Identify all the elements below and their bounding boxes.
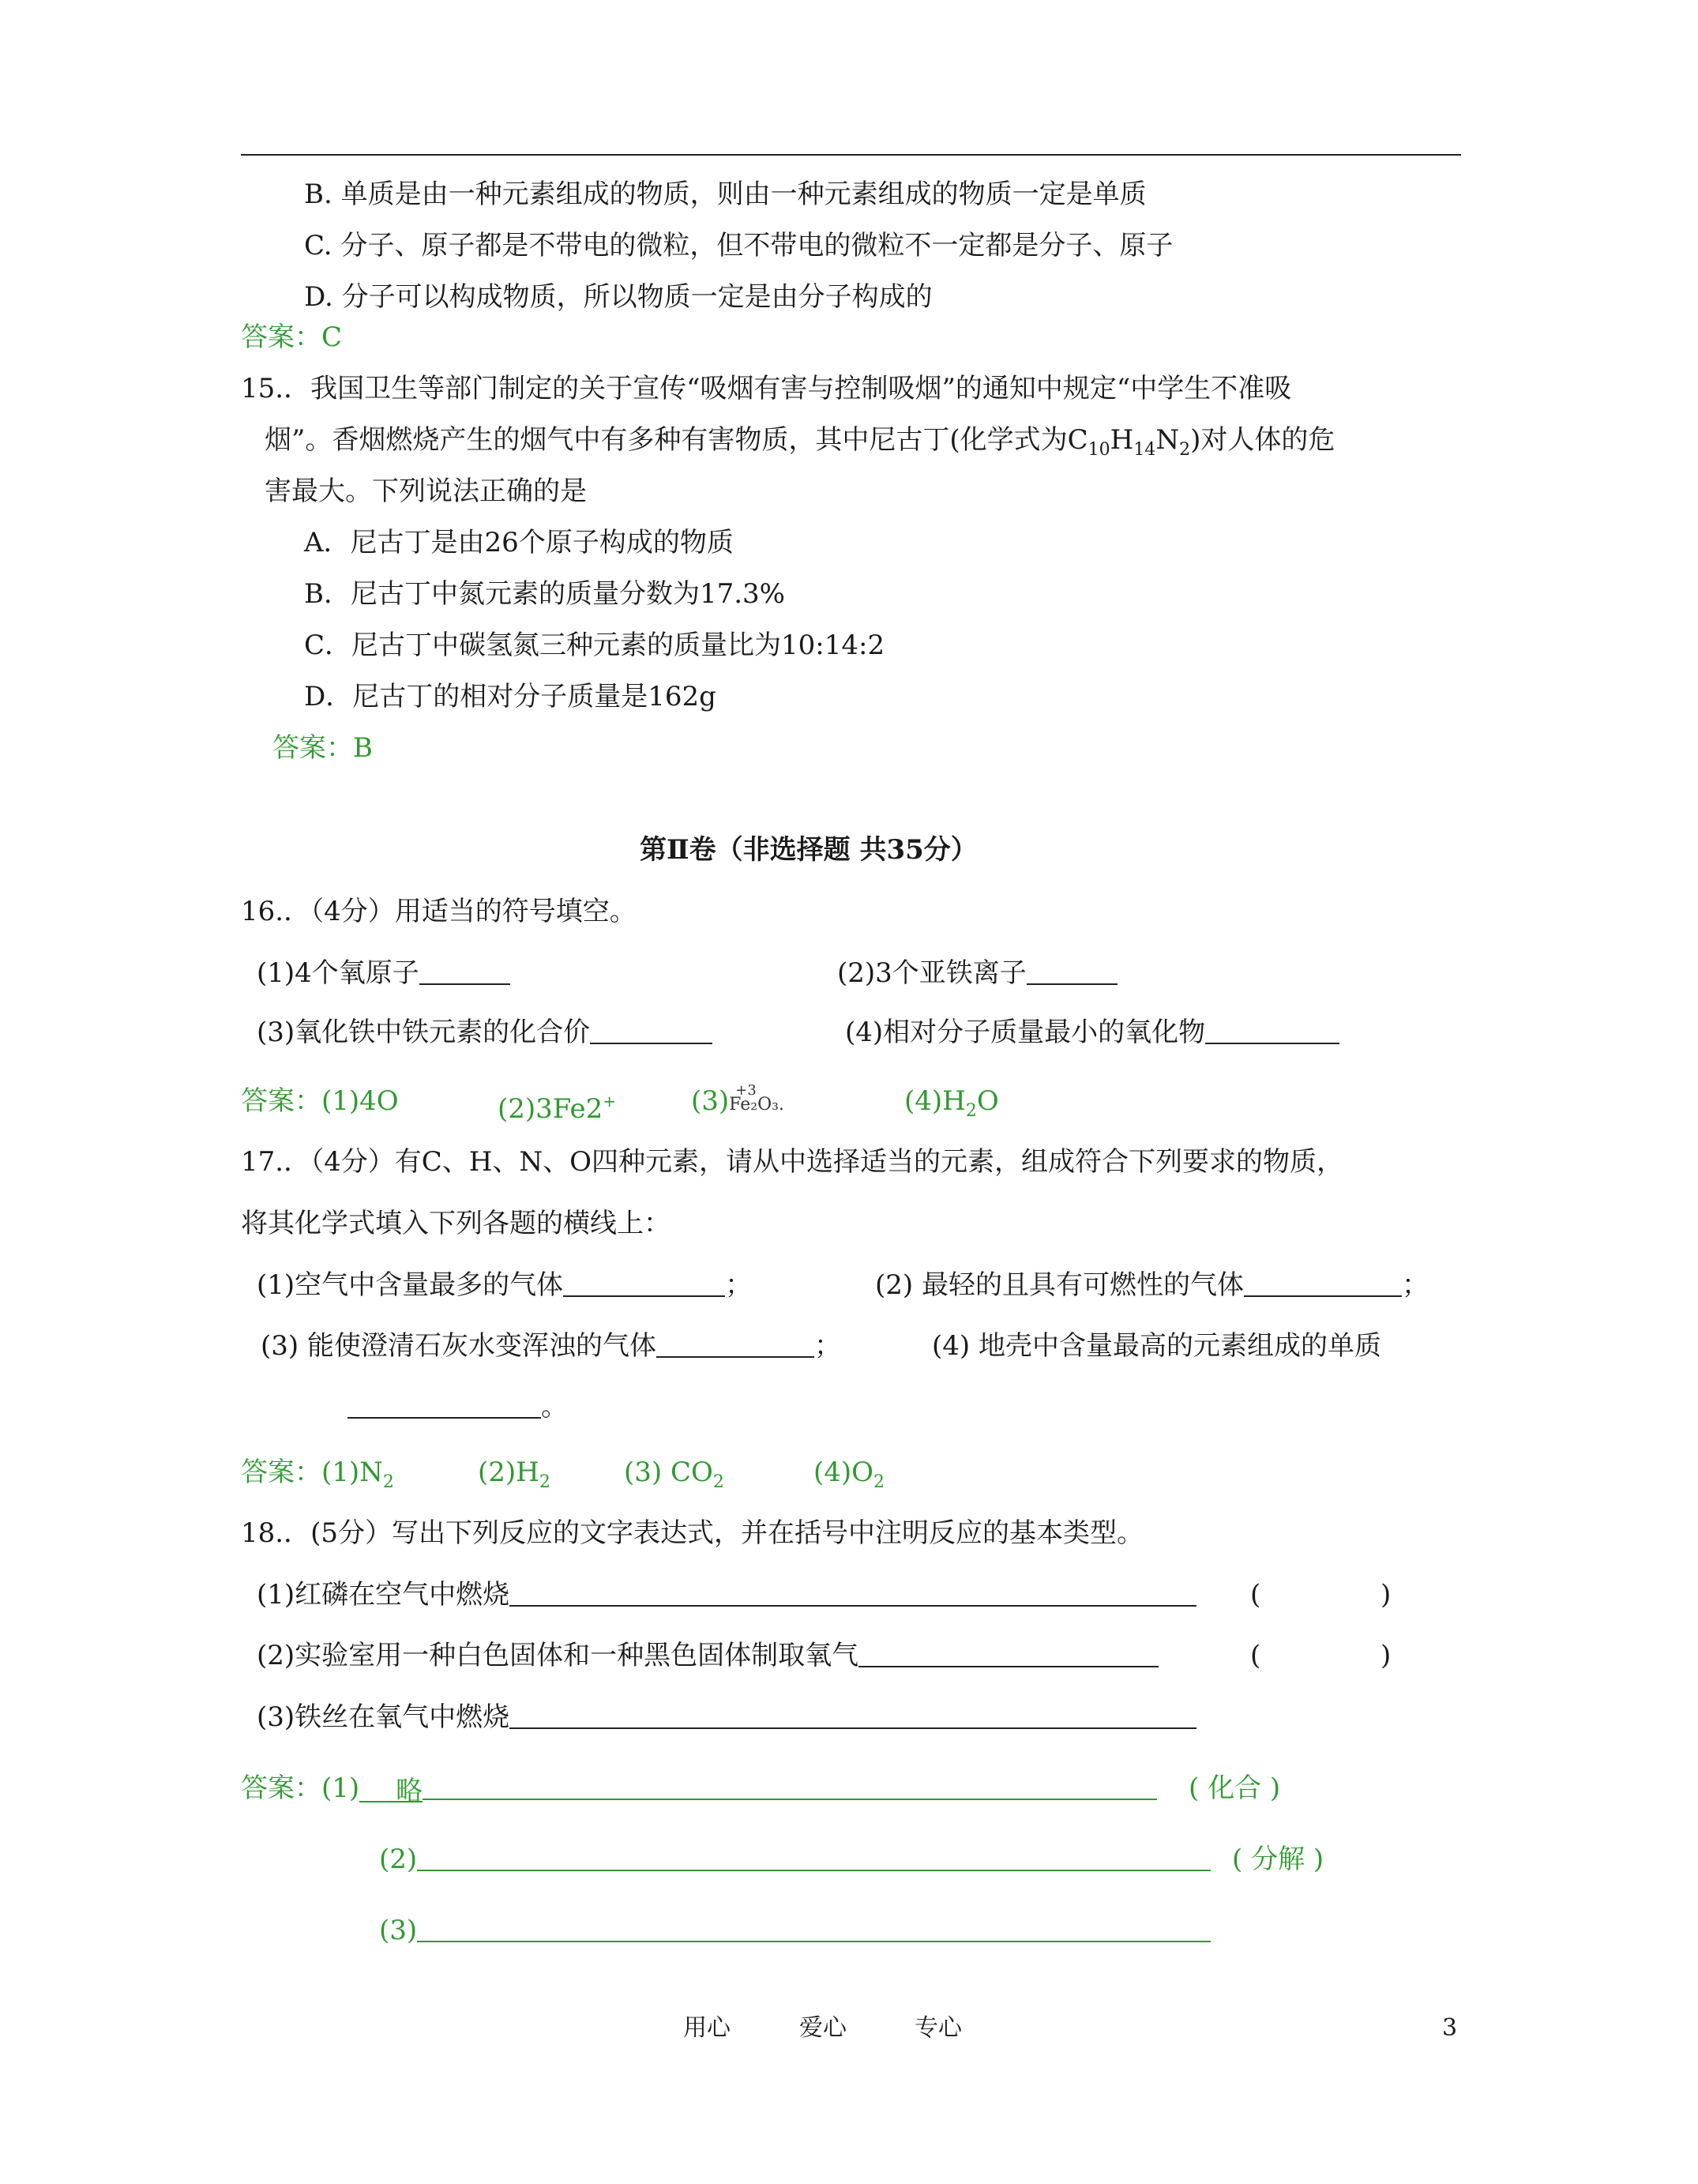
q17-blank1 [563,1267,725,1297]
q14-option-c: C. 分子、原子都是不带电的微粒，但不带电的微粒不一定都是分子、原子 [304,230,1174,261]
footer-right: 专心 [915,2014,962,2042]
q18-answer-1-type: ( 化合 ) [1189,1772,1281,1804]
q18-blank3 [509,1699,1196,1729]
q17-part1: (1)空气中含量最多的气体 ； [257,1266,752,1304]
q17-part3: (3) 能使澄清石灰水变浑浊的气体 ； [261,1327,841,1365]
q16-answer-2: (2)3Fe2+ [498,1092,617,1125]
q18-part1: (1)红磷在空气中燃烧 [257,1576,1196,1614]
q18-answer-2-type: ( 分解 ) [1232,1844,1324,1875]
q17-stem-line1: 17.．（4分）有C、H、N、O四种元素，请从中选择适当的元素，组成符合下列要求的物质， [241,1146,1343,1178]
q18-part2-paren-close: ) [1381,1640,1392,1671]
q18-answer-2-blank [417,1841,1211,1871]
q18-answer-1-blank: 略 [359,1772,423,1802]
footer-middle: 爱心 [799,2014,847,2042]
q16-part4: (4)相对分子质量最小的氧化物 [845,1013,1339,1051]
q14-option-b: B. 单质是由一种元素组成的物质，则由一种元素组成的物质一定是单质 [304,179,1147,210]
q16-stem: 16.．（4分）用适当的符号填空。 [241,896,637,927]
q18-answer-3-blank [417,1912,1211,1942]
q15-option-a: A．尼古丁是由26个原子构成的物质 [304,527,734,558]
header-rule [241,154,1461,156]
q17-answer-2: $(2)H_2$ [478,1457,550,1492]
q17-blank4 [347,1389,541,1419]
q16-blank3 [590,1014,712,1044]
q18-part1-paren-open: ( [1250,1579,1261,1611]
q15-stem-line1: 15.．我国卫生等部门制定的关于宣传“吸烟有害与控制吸烟”的通知中规定“中学生不准吸 [241,373,1292,404]
q16-blank2 [1027,955,1118,985]
page-number: 3 [1442,2014,1458,2042]
q18-blank1 [509,1577,1196,1607]
q15-option-b: B．尼古丁中氮元素的质量分数为17.3% [304,578,785,610]
q16-blank1 [419,955,510,985]
q16-part1: (1)4个氧原子 [257,954,510,992]
q15-stem-line2: 烟”。香烟燃烧产生的烟气中有多种有害物质，其中尼古丁(化学式为$C_{10}H_{14}N_2$)对人体的危 [265,424,1335,460]
footer-left: 用心 [683,2014,731,2042]
q17-blank2 [1244,1267,1402,1297]
q17-blank3 [656,1328,814,1358]
q16-part3: (3)氧化铁中铁元素的化合价 [257,1013,712,1051]
q18-part2: (2)实验室用一种白色固体和一种黑色固体制取氧气 [257,1637,1159,1675]
q14-answer: 答案：C [241,321,343,353]
q16-answer-4: $(4)H_2O$ [904,1085,999,1121]
q18-blank2 [858,1637,1159,1667]
q15-answer: 答案：B [272,732,373,764]
q17-part2: (2) 最轻的且具有可燃性的气体 ； [875,1266,1429,1304]
q16-blank4 [1205,1014,1339,1044]
q15-option-c: C．尼古丁中碳氢氮三种元素的质量比为10:14:2 [304,630,885,661]
q16-answer-3: (3) +3 Fe₂O₃. [691,1082,784,1117]
q17-answer-4: $(4)O_2$ [813,1457,885,1492]
q18-part1-paren-close: ) [1381,1579,1392,1611]
q18-stem: 18.．(5分）写出下列反应的文字表达式，并在括号中注明反应的基本类型。 [241,1517,1144,1549]
section2-title: 第Ⅱ卷（非选择题 共35分） [640,834,978,866]
q18-part2-paren-open: ( [1250,1640,1261,1671]
q15-stem-line3: 害最大。下列说法正确的是 [265,476,587,507]
q17-stem-line2: 将其化学式填入下列各题的横线上： [241,1208,671,1239]
q18-answer-1: 答案：(1) 略 [241,1769,1157,1807]
q14-option-d: D. 分子可以构成物质，所以物质一定是由分子构成的 [304,281,933,313]
q18-answer-2: (2) [379,1840,1211,1878]
q16-answer-1: 答案：(1)4O [241,1085,399,1117]
q17-part4-blank-line: 。 [347,1388,568,1426]
q18-answer-3: (3) [379,1911,1211,1949]
q17-answer-1: 答案：$(1)N_2$ [241,1457,394,1492]
q15-option-d: D．尼古丁的相对分子质量是162g [304,681,716,712]
q16-part2: (2)3个亚铁离子 [837,954,1118,992]
q17-answer-3: (3) $CO_2$ [624,1457,724,1492]
q18-part3: (3)铁丝在氧气中燃烧 [257,1698,1196,1736]
q17-part4: (4) 地壳中含量最高的元素组成的单质 [932,1330,1381,1362]
